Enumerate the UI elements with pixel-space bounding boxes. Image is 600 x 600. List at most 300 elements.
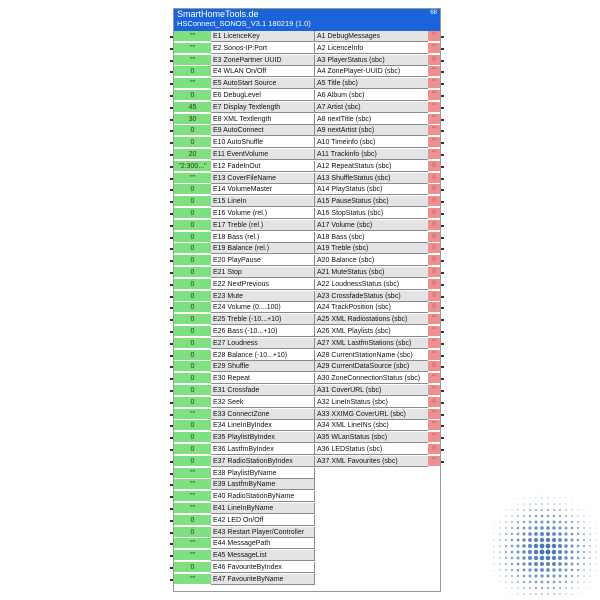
output-connector[interactable] (441, 189, 444, 191)
output-value[interactable]: 0 (428, 196, 440, 207)
output-connector[interactable] (441, 461, 444, 463)
output-connector[interactable] (441, 130, 444, 132)
input-value[interactable]: 0 (174, 314, 211, 325)
input-label: E34 LineInByIndex (211, 420, 315, 431)
output-connector[interactable] (441, 284, 444, 286)
output-value[interactable]: 0 (428, 361, 440, 372)
decorative-dot (552, 574, 555, 577)
input-value[interactable]: 0 (174, 66, 211, 77)
output-value[interactable]: 0 (428, 208, 440, 219)
input-label: E35 PlaylistByIndex (211, 432, 315, 443)
output-connector[interactable] (441, 237, 444, 239)
output-connector[interactable] (441, 60, 444, 62)
decorative-dot (595, 563, 596, 564)
output-label: A3 PlayerStatus (sbc) (315, 55, 428, 66)
decorative-dot (553, 593, 555, 595)
decorative-dot (542, 492, 543, 493)
decorative-dot (547, 497, 548, 498)
output-connector[interactable] (441, 343, 444, 345)
decorative-dot (535, 593, 537, 595)
input-value[interactable]: "" (174, 468, 211, 479)
input-connector[interactable] (170, 555, 173, 557)
decorative-dot (505, 527, 507, 529)
decorative-dot (596, 582, 597, 583)
output-connector[interactable] (441, 296, 444, 298)
output-label: A12 RepeatStatus (sbc) (315, 161, 428, 172)
output-value[interactable]: 0 (428, 255, 440, 266)
input-value[interactable]: 0 (174, 373, 211, 384)
decorative-dot (584, 594, 585, 595)
input-connector[interactable] (170, 189, 173, 191)
input-value[interactable]: "" (174, 173, 211, 184)
input-label: E15 LineIn (211, 196, 315, 207)
block-title: SmartHomeTools.de (177, 9, 259, 19)
decorative-dot (554, 492, 555, 493)
decorative-dot (572, 498, 573, 499)
output-connector[interactable] (441, 83, 444, 85)
input-value[interactable]: 0 (174, 350, 211, 361)
decorative-dot (577, 581, 579, 583)
input-connector[interactable] (170, 83, 173, 85)
output-connector[interactable] (441, 366, 444, 368)
output-connector[interactable] (441, 225, 444, 227)
output-connector[interactable] (441, 414, 444, 416)
output-connector[interactable] (441, 248, 444, 250)
decorative-dot (493, 557, 494, 558)
input-value[interactable]: "2:300..." (174, 161, 211, 172)
input-connector[interactable] (170, 260, 173, 262)
input-connector[interactable] (170, 107, 173, 109)
decorative-dot (499, 539, 501, 541)
input-value[interactable]: "" (174, 538, 211, 549)
decorative-dot (540, 538, 544, 542)
input-connector[interactable] (170, 473, 173, 475)
decorative-dot (589, 539, 591, 541)
decorative-dot (528, 544, 532, 548)
input-connector[interactable] (170, 296, 173, 298)
input-connector[interactable] (170, 520, 173, 522)
output-label: A22 LoudnessStatus (sbc) (315, 279, 428, 290)
output-value[interactable]: 0 (428, 302, 440, 313)
decorative-dot (523, 527, 526, 530)
input-value[interactable]: 0 (174, 302, 211, 313)
input-label: E27 Loudness (211, 338, 315, 349)
decorative-dot (494, 570, 495, 571)
output-connector[interactable] (441, 319, 444, 321)
decorative-dot (571, 575, 573, 577)
decorative-dot (589, 563, 591, 565)
output-connector[interactable] (441, 36, 444, 38)
input-connector[interactable] (170, 461, 173, 463)
input-connector[interactable] (170, 154, 173, 156)
decorative-dot (577, 515, 579, 517)
input-value[interactable]: 0 (174, 279, 211, 290)
output-value[interactable]: "" (428, 43, 440, 54)
output-connector[interactable] (441, 178, 444, 180)
output-value[interactable]: "" (428, 125, 440, 136)
input-label: E36 LastfmByIndex (211, 444, 315, 455)
input-connector[interactable] (170, 201, 173, 203)
input-value[interactable]: 0 (174, 220, 211, 231)
decorative-dot (558, 532, 562, 536)
output-value[interactable]: "" (428, 456, 440, 467)
input-value[interactable]: 0 (174, 338, 211, 349)
input-connector[interactable] (170, 319, 173, 321)
block-titlebar[interactable] (174, 9, 440, 31)
input-connector[interactable] (170, 496, 173, 498)
output-value[interactable]: 0 (428, 243, 440, 254)
input-label: E17 Treble (rel.) (211, 220, 315, 231)
output-value[interactable]: "" (428, 78, 440, 89)
input-value[interactable]: "" (174, 78, 211, 89)
input-label: E29 Shuffle (211, 361, 315, 372)
decorative-dot (541, 509, 543, 511)
output-value[interactable]: "" (428, 66, 440, 77)
decorative-dot (534, 562, 538, 566)
input-connector[interactable] (170, 307, 173, 309)
input-connector[interactable] (170, 119, 173, 121)
decorative-dot (577, 587, 578, 588)
input-connector[interactable] (170, 36, 173, 38)
decorative-dot (540, 562, 544, 566)
decorative-dot (505, 557, 507, 559)
input-value[interactable]: 45 (174, 102, 211, 113)
decorative-dot (523, 587, 525, 589)
decorative-dot (488, 564, 489, 565)
input-connector[interactable] (170, 248, 173, 250)
decorative-dot (488, 528, 489, 529)
input-value[interactable]: 0 (174, 385, 211, 396)
decorative-dot (571, 539, 574, 542)
output-connector[interactable] (441, 154, 444, 156)
output-label: A8 nextTitle (sbc) (315, 114, 428, 125)
decorative-dot (500, 588, 501, 589)
decorative-dot (540, 526, 544, 530)
input-value[interactable]: 0 (174, 397, 211, 408)
input-connector[interactable] (170, 225, 173, 227)
decorative-dot (505, 581, 506, 582)
output-value[interactable]: 0 (428, 232, 440, 243)
input-connector[interactable] (170, 130, 173, 132)
decorative-dot (517, 515, 519, 517)
input-value[interactable]: 0 (174, 243, 211, 254)
decorative-dot (500, 582, 501, 583)
output-value[interactable]: "" (428, 432, 440, 443)
decorative-dot (558, 568, 561, 571)
output-connector[interactable] (441, 166, 444, 168)
input-value[interactable]: 0 (174, 208, 211, 219)
output-connector[interactable] (441, 378, 444, 380)
decorative-dot (565, 509, 567, 511)
input-value[interactable]: 0 (174, 232, 211, 243)
decorative-dot (511, 533, 513, 535)
output-value[interactable]: 0 (428, 161, 440, 172)
output-value[interactable]: 0 (428, 397, 440, 408)
output-connector[interactable] (441, 48, 444, 50)
output-label: A14 PlayStatus (sbc) (315, 184, 428, 195)
input-connector[interactable] (170, 60, 173, 62)
output-value[interactable]: "" (428, 350, 440, 361)
output-label: A30 ZoneConnectionStatus (sbc) (315, 373, 428, 384)
output-label: A2 LicenceInfo (315, 43, 428, 54)
input-label: E16 Volume (rel.) (211, 208, 315, 219)
output-connector[interactable] (441, 402, 444, 404)
decorative-dot (590, 582, 591, 583)
input-label: E6 DebugLevel (211, 90, 315, 101)
input-value[interactable]: "" (174, 574, 211, 585)
input-connector[interactable] (170, 543, 173, 545)
input-value[interactable]: "" (174, 55, 211, 66)
output-connector[interactable] (441, 142, 444, 144)
decorative-dot (499, 557, 501, 559)
decorative-dot (546, 574, 549, 577)
decorative-dot (493, 551, 494, 552)
decorative-dot (583, 521, 585, 523)
input-label: E12 FadeInOut (211, 161, 315, 172)
input-value[interactable]: 0 (174, 456, 211, 467)
input-connector[interactable] (170, 402, 173, 404)
output-value[interactable]: 0 (428, 184, 440, 195)
decorative-dot (571, 587, 573, 589)
input-label: E2 Sonos-IP:Port (211, 43, 315, 54)
output-connector[interactable] (441, 449, 444, 451)
input-connector[interactable] (170, 48, 173, 50)
input-value[interactable]: 0 (174, 184, 211, 195)
output-connector[interactable] (441, 437, 444, 439)
decorative-dot (511, 515, 513, 517)
output-value[interactable]: "" (428, 90, 440, 101)
input-label: E44 MessagePath (211, 538, 315, 549)
output-connector[interactable] (441, 71, 444, 73)
input-connector[interactable] (170, 378, 173, 380)
decorative-dot (547, 503, 549, 505)
decorative-dot (505, 563, 507, 565)
output-label: A35 WLanStatus (sbc) (315, 432, 428, 443)
output-value[interactable]: "" (428, 137, 440, 148)
decorative-dot (511, 521, 513, 523)
input-value[interactable]: "" (174, 31, 211, 42)
input-value[interactable]: 0 (174, 291, 211, 302)
decorative-dot (541, 581, 544, 584)
output-connector[interactable] (441, 213, 444, 215)
decorative-dot (535, 515, 538, 518)
decorative-dot (565, 593, 566, 594)
input-label: E31 Crossfade (211, 385, 315, 396)
output-connector[interactable] (441, 95, 444, 97)
input-connector[interactable] (170, 343, 173, 345)
input-value[interactable]: "" (174, 409, 211, 420)
input-value[interactable]: "" (174, 503, 211, 514)
decorative-dot (534, 532, 538, 536)
input-connector[interactable] (170, 532, 173, 534)
output-connector[interactable] (441, 272, 444, 274)
output-value[interactable]: "" (428, 314, 440, 325)
input-value[interactable]: 0 (174, 444, 211, 455)
input-value[interactable]: 0 (174, 137, 211, 148)
input-value[interactable]: 20 (174, 149, 211, 160)
decorative-dot (589, 533, 591, 535)
output-value[interactable]: 0 (428, 444, 440, 455)
input-connector[interactable] (170, 95, 173, 97)
output-value[interactable]: "" (428, 385, 440, 396)
decorative-dot (583, 563, 585, 565)
decorative-dot (534, 526, 537, 529)
decorative-dot (499, 527, 500, 528)
input-connector[interactable] (170, 390, 173, 392)
decorative-dot (571, 569, 574, 572)
decorative-dot (511, 575, 513, 577)
input-connector[interactable] (170, 437, 173, 439)
decorative-dot (500, 516, 501, 517)
input-connector[interactable] (170, 449, 173, 451)
output-value[interactable]: "" (428, 31, 440, 42)
input-connector[interactable] (170, 484, 173, 486)
input-connector[interactable] (170, 355, 173, 357)
decorative-dot (559, 587, 561, 589)
output-value[interactable]: 0 (428, 267, 440, 278)
output-value[interactable]: "" (428, 373, 440, 384)
output-connector[interactable] (441, 331, 444, 333)
decorative-dot (493, 533, 494, 534)
input-connector[interactable] (170, 178, 173, 180)
output-connector[interactable] (441, 260, 444, 262)
input-connector[interactable] (170, 425, 173, 427)
input-value[interactable]: "" (174, 491, 211, 502)
input-label: E43 Restart Player/Controller (211, 527, 315, 538)
decorative-dot (590, 516, 591, 517)
decorative-dot (488, 540, 489, 541)
decorative-dot (577, 539, 580, 542)
logic-block[interactable] (173, 8, 441, 592)
output-value[interactable]: "" (428, 114, 440, 125)
input-connector[interactable] (170, 567, 173, 569)
output-value[interactable]: 0 (428, 220, 440, 231)
input-value[interactable]: 0 (174, 255, 211, 266)
decorative-dot (494, 582, 495, 583)
input-value[interactable]: 0 (174, 420, 211, 431)
output-value[interactable]: "" (428, 409, 440, 420)
input-value[interactable]: 0 (174, 562, 211, 573)
decorative-dot (517, 539, 520, 542)
input-connector[interactable] (170, 213, 173, 215)
decorative-dot (564, 544, 568, 548)
decorative-dot (517, 587, 519, 589)
decorative-dot (571, 521, 573, 523)
output-connector[interactable] (441, 390, 444, 392)
input-value[interactable]: 0 (174, 432, 211, 443)
decorative-dot (553, 503, 555, 505)
input-value[interactable]: "" (174, 550, 211, 561)
input-label: E40 RadioStationByName (211, 491, 315, 502)
decorative-dot (505, 551, 507, 553)
input-label: E10 AutoShuffle (211, 137, 315, 148)
decorative-dot (583, 515, 584, 516)
decorative-dot (517, 593, 518, 594)
decorative-dot (546, 532, 550, 536)
input-connector[interactable] (170, 508, 173, 510)
decorative-dot (534, 568, 538, 572)
input-value[interactable]: 0 (174, 125, 211, 136)
output-value[interactable]: "" (428, 326, 440, 337)
input-value[interactable]: 0 (174, 361, 211, 372)
decorative-dot (589, 569, 590, 570)
output-connector[interactable] (441, 307, 444, 309)
decorative-dot (540, 574, 543, 577)
input-connector[interactable] (170, 237, 173, 239)
output-value[interactable]: 0 (428, 55, 440, 66)
input-value[interactable]: 0 (174, 267, 211, 278)
output-value[interactable]: 0 (428, 279, 440, 290)
output-connector[interactable] (441, 107, 444, 109)
decorative-dot (589, 557, 591, 559)
input-connector[interactable] (170, 272, 173, 274)
decorative-dot (517, 533, 520, 536)
input-connector[interactable] (170, 166, 173, 168)
output-connector[interactable] (441, 201, 444, 203)
input-connector[interactable] (170, 284, 173, 286)
input-connector[interactable] (170, 71, 173, 73)
input-value[interactable]: 0 (174, 527, 211, 538)
output-value[interactable]: "" (428, 420, 440, 431)
input-connector[interactable] (170, 366, 173, 368)
decorative-dot (505, 587, 506, 588)
decorative-dot (552, 538, 556, 542)
decorative-dot (590, 588, 591, 589)
output-connector[interactable] (441, 119, 444, 121)
output-value[interactable]: "" (428, 338, 440, 349)
input-value[interactable]: 0 (174, 326, 211, 337)
input-value[interactable]: 0 (174, 196, 211, 207)
decorative-dot (535, 503, 537, 505)
decorative-dot (547, 581, 550, 584)
decorative-dot (564, 562, 567, 565)
input-label: E41 LineInByName (211, 503, 315, 514)
input-value[interactable]: "" (174, 479, 211, 490)
input-connector[interactable] (170, 579, 173, 581)
input-label: E9 AutoConnect (211, 125, 315, 136)
input-connector[interactable] (170, 331, 173, 333)
decorative-dot (506, 510, 507, 511)
decorative-dot (596, 576, 597, 577)
output-value[interactable]: 0 (428, 291, 440, 302)
decorative-dot (577, 569, 579, 571)
decorative-dot (529, 509, 531, 511)
output-connector[interactable] (441, 355, 444, 357)
decorative-dot (511, 539, 514, 542)
input-value[interactable]: 0 (174, 515, 211, 526)
output-value[interactable]: 0 (428, 173, 440, 184)
decorative-dot (499, 521, 500, 522)
decorative-dot (548, 492, 549, 493)
input-label: E3 ZonePartner UUID (211, 55, 315, 66)
decorative-dot (534, 538, 538, 542)
input-value[interactable]: 30 (174, 114, 211, 125)
input-value[interactable]: 0 (174, 90, 211, 101)
input-connector[interactable] (170, 414, 173, 416)
decorative-dot (499, 569, 500, 570)
decorative-dot (547, 509, 549, 511)
output-value[interactable]: "" (428, 149, 440, 160)
input-value[interactable]: "" (174, 43, 211, 54)
decorative-dot (559, 503, 560, 504)
output-value[interactable]: "" (428, 102, 440, 113)
output-connector[interactable] (441, 425, 444, 427)
decorative-dot (564, 556, 567, 559)
decorative-dot (595, 557, 596, 558)
decorative-dot (529, 497, 530, 498)
decorative-dot (546, 562, 550, 566)
input-connector[interactable] (170, 142, 173, 144)
